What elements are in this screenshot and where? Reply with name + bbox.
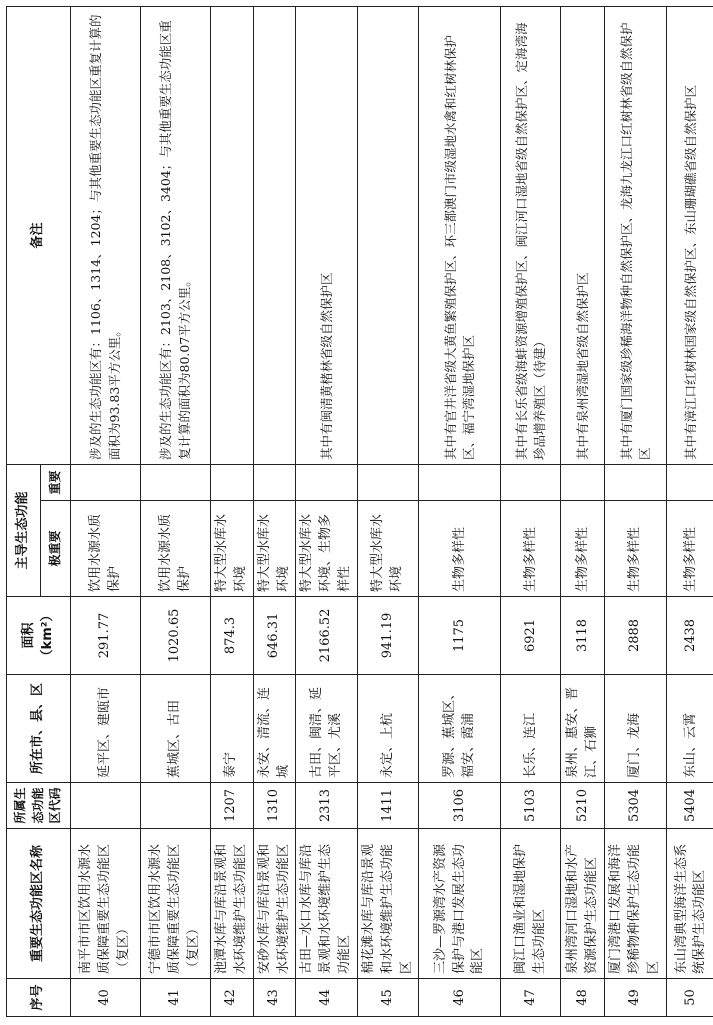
row-important [141, 464, 211, 500]
row-remark [253, 6, 296, 464]
row-remark [211, 6, 254, 464]
table-row [501, 6, 561, 1016]
row-remark: 其中有官井洋省级大黄鱼繁殖保护区、环三都澳门市级湿地水禽和红树林保护区、福宁湾湿地保护区 [419, 6, 501, 464]
table-row [211, 6, 254, 1016]
row-code: 2313 [296, 783, 358, 829]
table-row [141, 6, 211, 1016]
table-row [605, 6, 667, 1016]
row-important [605, 464, 667, 500]
row-important [666, 464, 713, 500]
header-code: 所属生态功能区代码 [7, 783, 71, 829]
row-very-important: 生物多样性 [419, 501, 501, 597]
header-main-function: 主导生态功能 [7, 464, 41, 596]
row-name: 泉州湾河口湿地和水产资源保护生态功能区 [561, 829, 605, 979]
row-name: 三沙—罗源湾水产资源保护与港口发展生态功能区 [419, 829, 501, 979]
row-very-important: 特大型水库水环境 [211, 501, 254, 597]
table-row [71, 6, 141, 1016]
row-no: 46 [419, 979, 501, 1017]
row-city: 泰宁 [211, 675, 254, 783]
row-remark: 涉及的生态功能区有：2103、2108、3102、3404；与其他重要生态功能区重复计算的面积为80.07平方公里。 [141, 6, 211, 464]
row-very-important: 生物多样性 [605, 501, 667, 597]
row-name: 池潭水库与库沿景观和水环境维护生态功能区 [211, 829, 254, 979]
row-name: 厦门湾港口发展和海洋珍稀物种保护生态功能区 [605, 829, 667, 979]
row-area: 3118 [561, 597, 605, 675]
row-important [253, 464, 296, 500]
row-remark: 其中有漳江口红树林国家级自然保护区、东山珊瑚礁省级自然保护区 [666, 6, 713, 464]
row-important [211, 464, 254, 500]
table-row [666, 6, 713, 1016]
table-row [253, 6, 296, 1016]
row-city: 罗源、蕉城区、福安、霞浦 [419, 675, 501, 783]
row-code: 5210 [561, 783, 605, 829]
row-code: 5304 [605, 783, 667, 829]
row-code: 3106 [419, 783, 501, 829]
row-city: 永安、清流、连城 [253, 675, 296, 783]
row-no: 42 [211, 979, 254, 1017]
row-code: 1411 [357, 783, 419, 829]
row-city: 东山、云霄 [666, 675, 713, 783]
row-area: 291.77 [71, 597, 141, 675]
row-important [561, 464, 605, 500]
row-no: 45 [357, 979, 419, 1017]
header-city: 所在市、县、区 [7, 675, 71, 783]
row-very-important: 生物多样性 [561, 501, 605, 597]
row-area: 2888 [605, 597, 667, 675]
row-no: 48 [561, 979, 605, 1017]
row-area: 2166.52 [296, 597, 358, 675]
row-city: 厦门、龙海 [605, 675, 667, 783]
row-name: 棉花滩水库与库沿景观和水环境维护生态功能区 [357, 829, 419, 979]
row-no: 44 [296, 979, 358, 1017]
row-important [296, 464, 358, 500]
row-code: 1207 [211, 783, 254, 829]
row-area: 874.3 [211, 597, 254, 675]
row-name: 南平市市区饮用水源水质保障重要生态功能区（复区） [71, 829, 141, 979]
row-city: 泉州、惠安、晋江、石狮 [561, 675, 605, 783]
row-important [71, 464, 141, 500]
row-very-important: 特大型水库水环境、生物多样性 [296, 501, 358, 597]
row-very-important: 生物多样性 [501, 501, 561, 597]
row-code: 5103 [501, 783, 561, 829]
row-important [501, 464, 561, 500]
header-very-important: 极重要 [41, 501, 71, 597]
header-important: 重要 [41, 464, 71, 500]
row-city: 永定、上杭 [357, 675, 419, 783]
row-very-important: 生物多样性 [666, 501, 713, 597]
row-area: 1175 [419, 597, 501, 675]
header-remark: 备注 [7, 6, 71, 464]
row-no: 43 [253, 979, 296, 1017]
row-code [71, 783, 141, 829]
row-area: 1020.65 [141, 597, 211, 675]
row-no: 49 [605, 979, 667, 1017]
row-remark: 其中有长乐省级海蚌资源增殖保护区、闽江河口湿地省级自然保护区、定海湾海珍品增养殖区（待建） [501, 6, 561, 464]
row-area: 646.31 [253, 597, 296, 675]
header-no: 序号 [7, 979, 71, 1017]
row-very-important: 特大型水库水环境 [357, 501, 419, 597]
row-no: 40 [71, 979, 141, 1017]
row-important [419, 464, 501, 500]
row-name: 宁德市市区饮用水源水质保障重要生态功能区（复区） [141, 829, 211, 979]
row-name: 闽江口渔业和湿地保护生态功能区 [501, 829, 561, 979]
row-no: 41 [141, 979, 211, 1017]
table-row [357, 6, 419, 1016]
row-remark: 其中有闽清黄楮林省级自然保护区 [296, 6, 358, 464]
row-remark: 其中有厦门国家级珍稀海洋物种自然保护区、龙海九龙江口红树林省级自然保护区 [605, 6, 667, 464]
row-very-important: 饮用水源水质保护 [141, 501, 211, 597]
table-row [419, 6, 501, 1016]
row-very-important: 特大型水库水环境 [253, 501, 296, 597]
row-remark [357, 6, 419, 464]
row-important [357, 464, 419, 500]
row-remark: 涉及的生态功能区有：1106、1314、1204；与其他重要生态功能区重复计算的面积为93.83平方公里。 [71, 6, 141, 464]
table-row [296, 6, 358, 1016]
row-city: 蕉城区、古田 [141, 675, 211, 783]
row-code [141, 783, 211, 829]
ecological-function-table [6, 6, 713, 1017]
table-row [561, 6, 605, 1016]
row-city: 长乐、连江 [501, 675, 561, 783]
row-name: 古田—水口水库与库沿景观和水环境维护生态功能区 [296, 829, 358, 979]
row-remark: 其中有泉州湾湿地省级自然保护区 [561, 6, 605, 464]
row-name: 东山湾典型海洋生态系统保护生态功能区 [666, 829, 713, 979]
row-area: 2438 [666, 597, 713, 675]
row-code: 5404 [666, 783, 713, 829]
row-area: 941.19 [357, 597, 419, 675]
row-no: 47 [501, 979, 561, 1017]
row-name: 安砂水库与库沿景观和水环境维护生态功能区 [253, 829, 296, 979]
row-code: 1310 [253, 783, 296, 829]
header-area: 面积（km²） [7, 597, 71, 675]
row-city: 古田、闽清、延平区、尤溪 [296, 675, 358, 783]
row-no: 50 [666, 979, 713, 1017]
row-area: 6921 [501, 597, 561, 675]
header-name: 重要生态功能区名称 [7, 829, 71, 979]
row-city: 延平区、建瓯市 [71, 675, 141, 783]
row-very-important: 饮用水源水质保护 [71, 501, 141, 597]
